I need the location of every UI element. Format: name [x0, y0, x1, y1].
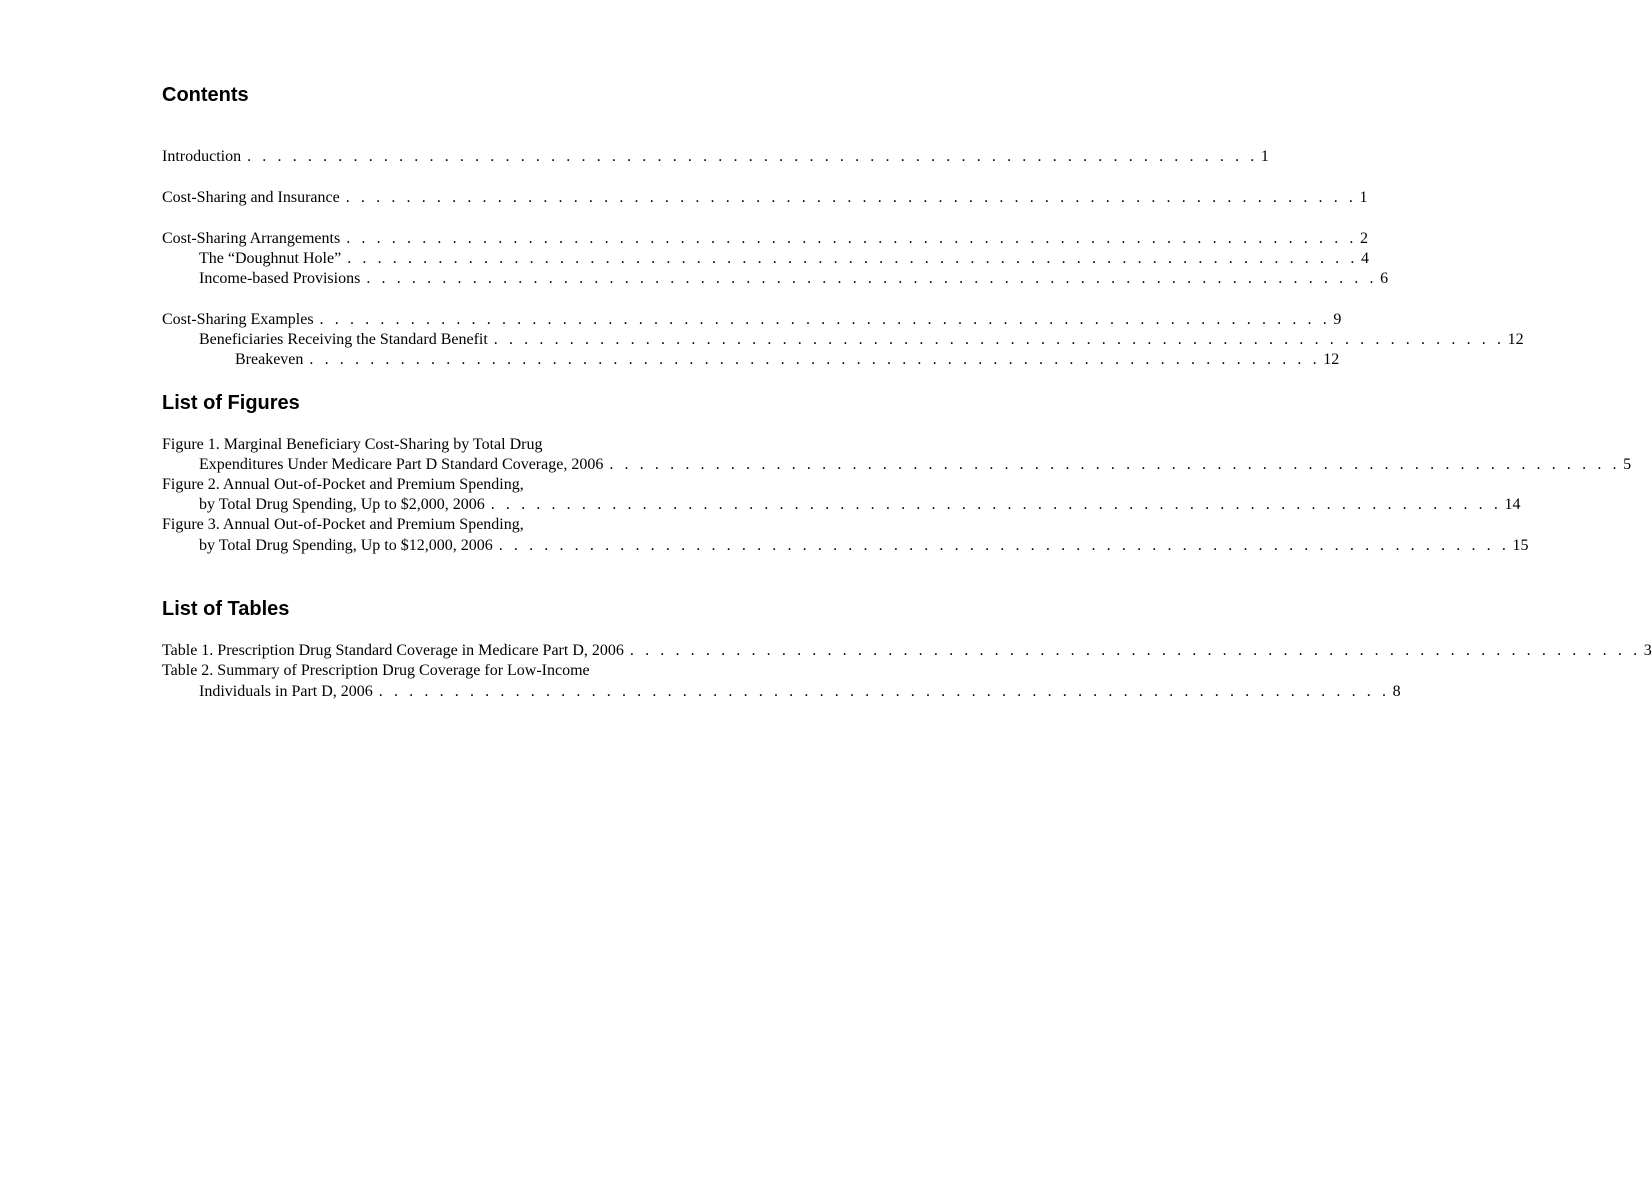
dot-leader: . . . . . . . . . . . . . . . . . . . . . . . . . . . . . . . . . . . . . . . . . . . . . . . . . . . . . . . . . . . . . . . . . . .: [366, 270, 1378, 287]
figure-entry-page: 14: [1504, 496, 1521, 513]
figure-entry-2[interactable]: [162, 495, 1521, 515]
dot-leader: . . . . . . . . . . . . . . . . . . . . . . . . . . . . . . . . . . . . . . . . . . . . . . . . . . . . . . . . . . . . . . . . . . .: [319, 311, 1331, 328]
dot-leader: . . . . . . . . . . . . . . . . . . . . . . . . . . . . . . . . . . . . . . . . . . . . . . . . . . . . . . . . . . . . . . . . . . .: [609, 456, 1621, 473]
table-entry-page: 3: [1643, 642, 1652, 659]
toc-entry-page: 4: [1361, 250, 1369, 267]
toc-entry-title: Cost-Sharing Examples: [162, 311, 314, 328]
toc-entry-income-based-provisions[interactable]: [162, 269, 1389, 289]
toc-entry-doughnut-hole[interactable]: [162, 249, 1369, 269]
toc-entry-page: 12: [1507, 331, 1524, 348]
toc-entry-page: 1: [1359, 189, 1368, 206]
dot-leader: . . . . . . . . . . . . . . . . . . . . . . . . . . . . . . . . . . . . . . . . . . . . . . . . . . . . . . . . . . . . . . . . . . .: [629, 642, 1641, 659]
toc-entry-page: 9: [1333, 311, 1342, 328]
table-entry-2-line1[interactable]: Table 2. Summary of Prescription Drug Coverage for Low-Income: [162, 662, 590, 679]
figure-entry-3-line1[interactable]: Figure 3. Annual Out-of-Pocket and Premium Spending,: [162, 516, 524, 533]
toc-entry-title: Breakeven: [235, 351, 304, 368]
dot-leader: . . . . . . . . . . . . . . . . . . . . . . . . . . . . . . . . . . . . . . . . . . . . . . . . . . . . . . . . . . . . . . . . . . .: [347, 250, 1358, 267]
figure-entry-title: by Total Drug Spending, Up to $2,000, 2006: [199, 496, 485, 513]
dot-leader: . . . . . . . . . . . . . . . . . . . . . . . . . . . . . . . . . . . . . . . . . . . . . . . . . . . . . . . . . . . . . . . . . . .: [345, 189, 1357, 206]
figures-heading: List of Figures: [162, 392, 300, 414]
toc-entry-page: 6: [1380, 270, 1389, 287]
toc-entry-breakeven[interactable]: [162, 350, 1340, 370]
toc-entry-title: Beneficiaries Receiving the Standard Benefit: [199, 331, 488, 348]
figure-entry-page: 5: [1623, 456, 1632, 473]
figure-entry-1-line1[interactable]: Figure 1. Marginal Beneficiary Cost-Sharing by Total Drug: [162, 436, 543, 453]
toc-entry-page: 1: [1260, 148, 1269, 165]
toc-entry-title: Cost-Sharing Arrangements: [162, 230, 341, 247]
toc-entry-page: 2: [1360, 230, 1369, 247]
toc-entry-cost-sharing-and-insurance[interactable]: [162, 188, 1368, 208]
table-entry-title: Individuals in Part D, 2006: [199, 683, 373, 700]
dot-leader: . . . . . . . . . . . . . . . . . . . . . . . . . . . . . . . . . . . . . . . . . . . . . . . . . . . . . . . . . . . . . . . . . . .: [247, 148, 1258, 165]
toc-entry-page: 12: [1323, 351, 1340, 368]
dot-leader: . . . . . . . . . . . . . . . . . . . . . . . . . . . . . . . . . . . . . . . . . . . . . . . . . . . . . . . . . . . . . . . . . . .: [498, 537, 1510, 554]
dot-leader: . . . . . . . . . . . . . . . . . . . . . . . . . . . . . . . . . . . . . . . . . . . . . . . . . . . . . . . . . . . . . . . . . . .: [493, 331, 1505, 348]
toc-entry-introduction[interactable]: [162, 147, 1269, 167]
toc-entry-cost-sharing-arrangements[interactable]: [162, 229, 1369, 249]
contents-heading: Contents: [162, 84, 249, 106]
tables-heading: List of Tables: [162, 598, 290, 620]
toc-entry-standard-benefit[interactable]: [162, 330, 1524, 350]
table-entry-2[interactable]: [162, 682, 1401, 702]
toc-entry-cost-sharing-examples[interactable]: [162, 310, 1342, 330]
figure-entry-title: by Total Drug Spending, Up to $12,000, 2006: [199, 537, 493, 554]
dot-leader: . . . . . . . . . . . . . . . . . . . . . . . . . . . . . . . . . . . . . . . . . . . . . . . . . . . . . . . . . . . . . . . . . . .: [346, 230, 1358, 247]
figure-entry-1[interactable]: [162, 455, 1632, 475]
toc-entry-title: Income-based Provisions: [199, 270, 361, 287]
figure-entry-page: 15: [1512, 537, 1529, 554]
toc-entry-title: The “Doughnut Hole”: [199, 250, 342, 267]
toc-entry-title: Cost-Sharing and Insurance: [162, 189, 340, 206]
dot-leader: . . . . . . . . . . . . . . . . . . . . . . . . . . . . . . . . . . . . . . . . . . . . . . . . . . . . . . . . . . . . . . . . . . .: [490, 496, 1502, 513]
table-entry-1[interactable]: [162, 641, 1652, 661]
figure-entry-3[interactable]: [162, 536, 1529, 556]
toc-entry-title: Introduction: [162, 148, 242, 165]
figure-entry-title: Expenditures Under Medicare Part D Standard Coverage, 2006: [199, 456, 604, 473]
table-entry-page: 8: [1392, 683, 1401, 700]
figure-entry-2-line1[interactable]: Figure 2. Annual Out-of-Pocket and Premium Spending,: [162, 476, 524, 493]
dot-leader: . . . . . . . . . . . . . . . . . . . . . . . . . . . . . . . . . . . . . . . . . . . . . . . . . . . . . . . . . . . . . . . . . . .: [378, 683, 1390, 700]
dot-leader: . . . . . . . . . . . . . . . . . . . . . . . . . . . . . . . . . . . . . . . . . . . . . . . . . . . . . . . . . . . . . . . . . . .: [309, 351, 1321, 368]
table-entry-title: Table 1. Prescription Drug Standard Coverage in Medicare Part D, 2006: [162, 642, 624, 659]
